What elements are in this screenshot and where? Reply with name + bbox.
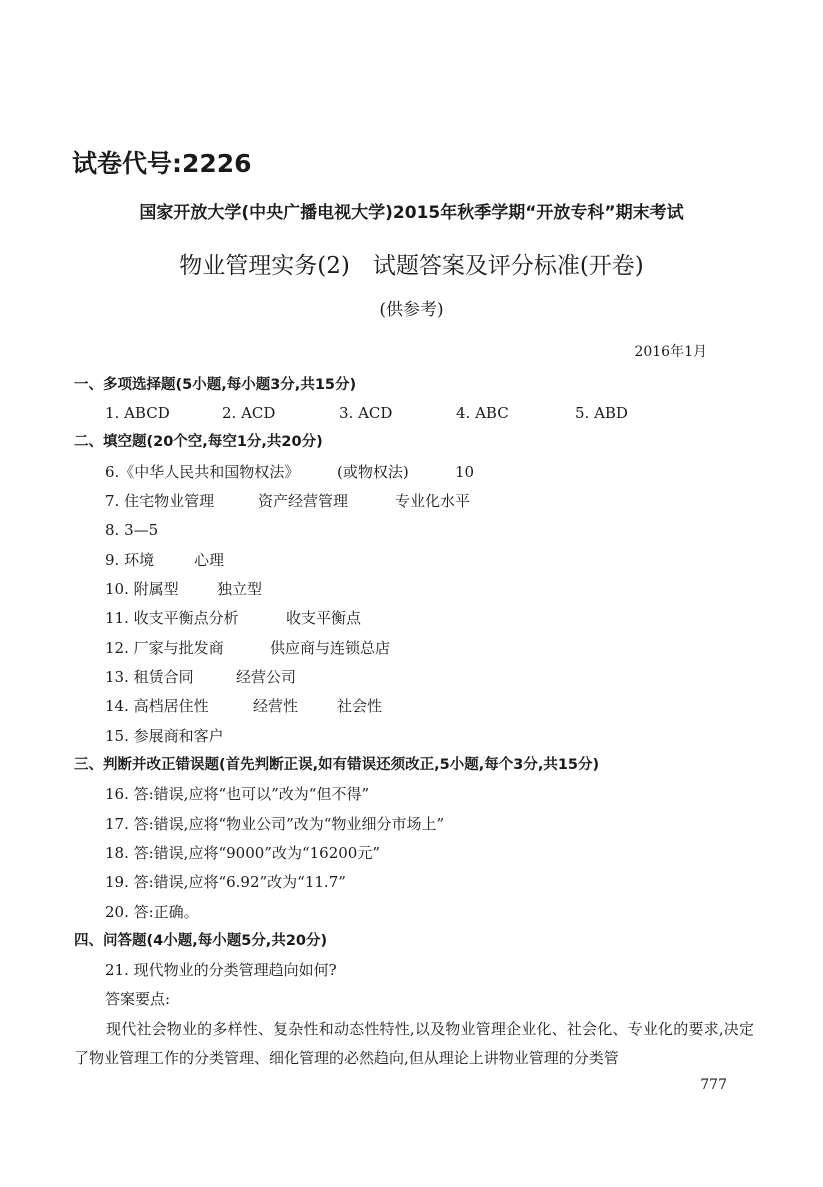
paper-code: 试卷代号:2226 — [72, 149, 252, 178]
judge-answer: 18. 答:错误,应将“9000”改为“16200元” — [105, 844, 381, 862]
fill-answer: 资产经营管理 — [258, 492, 349, 510]
judge-answer: 19. 答:错误,应将“6.92”改为“11.7” — [105, 873, 346, 891]
fill-answer-row — [105, 550, 605, 570]
document-title: 物业管理实务(2) 试题答案及评分标准(开卷) — [179, 253, 644, 279]
answer-paragraph: 现代社会物业的多样性、复杂性和动态性特性,以及物业管理企业化、社会化、专业化的要求,决定了物业管理工作的分类管理、细化管理的必然趋向,但从理论上讲物业管理的分类管 — [74, 1020, 754, 1067]
fill-answer-row — [105, 579, 605, 599]
fill-answer: 13. 租赁合同 — [105, 668, 194, 686]
fill-answer: 独立型 — [217, 580, 263, 598]
section-heading-2: 二、填空题(20个空,每空1分,共20分) — [74, 434, 323, 450]
fill-answer: 收支平衡点 — [286, 609, 362, 627]
fill-answer: 10. 附属型 — [105, 580, 179, 598]
judge-answer: 20. 答:正确。 — [105, 903, 199, 921]
fill-answer-row — [105, 726, 224, 746]
mc-answer: 1. ABCD — [105, 404, 170, 422]
fill-answer: 8. 3—5 — [105, 521, 159, 539]
fill-answer: 心理 — [194, 551, 225, 569]
section-heading-3: 三、判断并改正错误题(首先判断正误,如有错误还须改正,5小题,每个3分,共15分) — [74, 757, 600, 773]
question-21: 21. 现代物业的分类管理趋向如何? — [105, 961, 337, 979]
mc-answer: 3. ACD — [339, 404, 393, 422]
fill-answer-row — [105, 638, 605, 658]
document-subtitle: (供参考) — [379, 300, 444, 320]
fill-answer: 经营性 — [253, 697, 299, 715]
mc-answer: 2. ACD — [222, 404, 276, 422]
fill-answer-row — [105, 462, 605, 482]
fill-answer-row — [105, 608, 605, 628]
fill-answer-row — [105, 520, 158, 540]
page-number: 777 — [700, 1077, 727, 1093]
section-heading-4: 四、问答题(4小题,每小题5分,共20分) — [74, 933, 328, 949]
judge-answer: 16. 答:错误,应将“也可以”改为“但不得” — [105, 785, 370, 803]
fill-answer: 6.《中华人民共和国物权法》 — [105, 463, 300, 481]
fill-answer: 经营公司 — [236, 668, 297, 686]
section-heading-1: 一、多项选择题(5小题,每小题3分,共15分) — [74, 377, 357, 393]
fill-answer: 社会性 — [337, 697, 383, 715]
fill-answer-row — [105, 491, 605, 511]
fill-answer: (或物权法) — [337, 463, 409, 481]
mc-answers-row — [105, 403, 665, 423]
fill-answer: 15. 参展商和客户 — [105, 727, 224, 745]
exam-date: 2016年1月 — [634, 344, 707, 360]
fill-answer: 10 — [455, 463, 475, 481]
exam-header: 国家开放大学(中央广播电视大学)2015年秋季学期“开放专科”期末考试 — [139, 203, 684, 223]
fill-answer: 11. 收支平衡点分析 — [105, 609, 239, 627]
judge-answer: 17. 答:错误,应将“物业公司”改为“物业细分市场上” — [105, 815, 445, 833]
fill-answer-row — [105, 696, 605, 716]
fill-answer: 12. 厂家与批发商 — [105, 639, 224, 657]
mc-answer: 4. ABC — [456, 404, 509, 422]
fill-answer: 7. 住宅物业管理 — [105, 492, 215, 510]
fill-answer-row — [105, 667, 605, 687]
fill-answer: 专业化水平 — [395, 492, 471, 510]
mc-answer: 5. ABD — [575, 404, 628, 422]
fill-answer: 供应商与连锁总店 — [270, 639, 391, 657]
key-points-label: 答案要点: — [105, 990, 171, 1008]
fill-answer: 14. 高档居住性 — [105, 697, 209, 715]
fill-answer: 9. 环境 — [105, 551, 155, 569]
